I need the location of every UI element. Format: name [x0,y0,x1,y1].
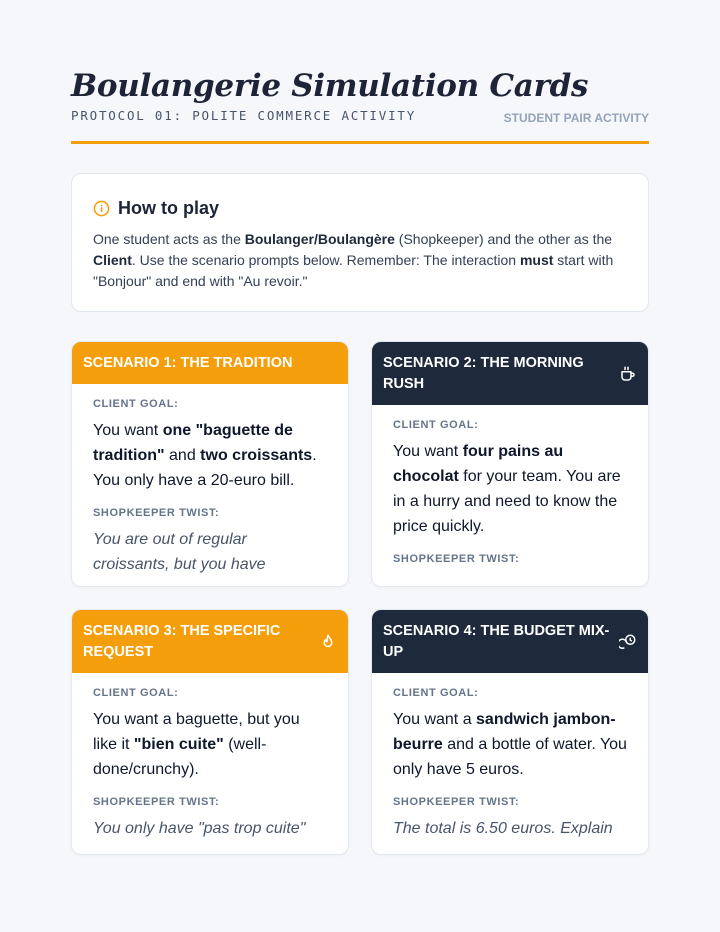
scenario-card-header [72,342,348,384]
scenario-card-header [372,610,648,673]
client-goal-label: CLIENT GOAL: [393,687,479,699]
scenario-title: SCENARIO 3: THE SPECIFIC REQUEST [83,623,281,660]
protocol-subtitle: PROTOCOL 01: POLITE COMMERCE ACTIVITY [71,108,417,123]
client-goal-label: CLIENT GOAL: [93,398,179,410]
how-to-play-text: One student acts as the Boulanger/Boulangère (Shopkeeper) and the other as the Client. Use the scenario prompts below. Remember: The interaction must start with "Bonjour" and end with "Au revoir." [93,231,614,289]
how-to-play-header [93,198,627,219]
how-to-play-panel [71,173,649,312]
scenario-card-1 [71,341,349,587]
shopkeeper-twist-text: You are out of regular croissants, but you have [93,531,266,573]
how-to-play-title: How to play [118,198,220,218]
shopkeeper-twist-text: The total is 6.50 euros. Explain [393,820,613,837]
shopkeeper-twist-label: SHOPKEEPER TWIST: [93,796,220,808]
scenario-card-body [72,384,348,587]
client-goal-text: You want four pains au chocolat for your team. You are in a hurry and need to know the price quickly. [393,443,621,535]
scenario-title: SCENARIO 4: THE BUDGET MIX-UP [383,623,610,660]
scenario-card-4 [371,609,649,855]
flame-icon [319,633,337,651]
scenario-title: SCENARIO 2: THE MORNING RUSH [383,355,584,392]
coins-icon [619,633,637,651]
scenario-card-body [372,673,648,855]
info-icon [93,200,110,217]
shopkeeper-twist-label: SHOPKEEPER TWIST: [393,553,520,565]
activity-tag: STUDENT PAIR ACTIVITY [503,111,649,125]
client-goal-label: CLIENT GOAL: [393,419,479,431]
scenario-card-header [72,610,348,673]
scenario-title: SCENARIO 1: THE TRADITION [83,355,293,371]
page-title: Boulangerie Simulation Cards [71,68,589,104]
client-goal-label: CLIENT GOAL: [93,687,179,699]
client-goal-text: You want a baguette, but you like it "bien cuite" (well-done/crunchy). [93,711,300,778]
scenario-card-2 [371,341,649,587]
shopkeeper-twist-label: SHOPKEEPER TWIST: [93,507,220,519]
client-goal-text: You want one "baguette de tradition" and two croissants. You only have a 20-euro bill. [93,422,317,489]
scenario-card-body [372,405,648,587]
header-divider [71,141,649,144]
shopkeeper-twist-label: SHOPKEEPER TWIST: [393,796,520,808]
scenario-card-header [372,342,648,405]
coffee-cup-icon [619,365,637,383]
scenario-card-3 [71,609,349,855]
client-goal-text: You want a sandwich jambon-beurre and a bottle of water. You only have 5 euros. [393,711,627,778]
shopkeeper-twist-text: You only have "pas trop cuite" [93,820,306,837]
scenario-card-body [72,673,348,855]
